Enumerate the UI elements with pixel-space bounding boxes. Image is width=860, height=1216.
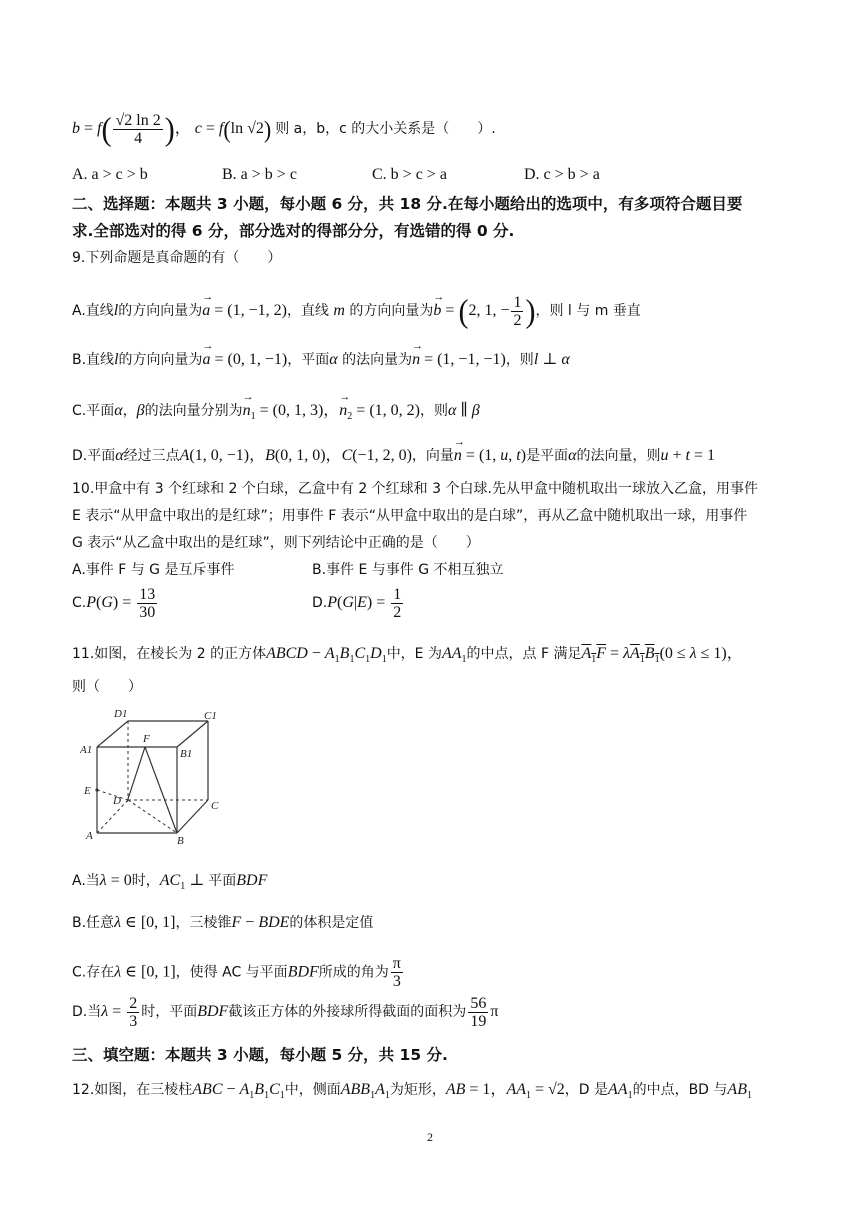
label-b1: B1 <box>180 748 193 760</box>
label-a: A <box>86 830 93 842</box>
q9-option-a: A.直线l的方向向量为→ a = (1, −1, 2)，直线 m 的方向向量为→ b = (2, 1, − $\frac{1}{2}$ )，则 l 与 m 垂直 <box>72 294 641 329</box>
q11-line1: 11.如图，在棱长为 2 的正方体ABCD − $A_1B_1C_1D_1$中，E 为$AA_1$的中点，点 F 满足$A_1F = \lambda A_1B_1(0 \le \lambda \le 1)$， <box>72 645 743 666</box>
q11-option-d: D.当λ = $\frac{2}{3}$ 时，平面BDF截该正方体的外接球所得截面的面积为 $\frac{56}{19}$ π <box>72 995 499 1030</box>
label-d: D <box>113 795 121 807</box>
q10-line1: 10.甲盒中有 3 个红球和 2 个白球，乙盒中有 2 个红球和 3 个白球.先从甲盒中随机取出一球放入乙盒，用事件 <box>72 481 758 497</box>
q9-stem: 9.下列命题是真命题的有（ ） <box>72 250 282 266</box>
q10-option-d: D.P(G|E) = $\frac{1}{2}$ <box>312 586 402 621</box>
q10-option-c: C.P(G) = $\frac{13}{30}$ <box>72 586 156 621</box>
label-d1: D1 <box>114 708 128 720</box>
page-number: 2 <box>427 1130 433 1144</box>
label-b: B <box>177 835 184 845</box>
section2-heading-line1: 二、选择题：本题共 3 小题，每小题 6 分，共 18 分.在每小题给出的选项中，有多项符合题目要 <box>72 195 743 213</box>
label-c1: C1 <box>204 710 217 722</box>
q10-line2: E 表示“从甲盒中取出的是红球”；用事件 F 表示“从甲盒中取出的是白球”，再从乙盒中随机取出一球，用事件 <box>72 508 748 524</box>
q8-option-b: B. a > b > c <box>222 166 297 183</box>
q11-option-a: A.当λ = 0时，$AC_1$ ⊥ 平面BDF <box>72 872 268 893</box>
q11-line2: 则（ ） <box>72 679 142 695</box>
q8-option-c: C. b > c > a <box>372 166 447 183</box>
q10-option-a: A.事件 F 与 G 是互斥事件 <box>72 562 235 578</box>
label-a1: A1 <box>80 744 93 756</box>
q10-line3: G 表示“从乙盒中取出的是红球”，则下列结论中正确的是（ ） <box>72 535 480 551</box>
q9-option-b: B.直线l的方向向量为→ a = (0, 1, −1)，平面α 的法向量为→ n = (1, −1, −1)，则l ⊥ α <box>72 349 570 369</box>
q8-option-a: A. a > c > b <box>72 166 148 183</box>
q8-formula-line: b = f( $\frac{√2 \ln 2}{4}$ )， c = f(ln √2) 则 a，b，c 的大小关系是（ ）. <box>72 110 496 148</box>
label-e: E <box>84 785 91 797</box>
section3-heading: 三、填空题：本题共 3 小题，每小题 5 分，共 15 分. <box>72 1046 448 1064</box>
q11-option-c: C.存在λ ∈ [0, 1]，使得 AC 与平面BDF所成的角为 $\frac{\pi}{3}$ <box>72 955 401 990</box>
q9-option-d: D.平面α经过三点A(1, 0, −1)，B(0, 1, 0)，C(−1, 2, 0)，向量→ n = (1, u, t)是平面α的法向量，则u + t = 1 <box>72 442 715 465</box>
label-f: F <box>143 733 150 745</box>
q11-option-b: B.任意λ ∈ [0, 1]，三棱锥F − BDE的体积是定值 <box>72 914 374 931</box>
q10-option-b: B.事件 E 与事件 G 不相互独立 <box>312 562 504 578</box>
section2-heading-line2: 求.全部选对的得 6 分，部分选对的得部分分，有选错的得 0 分. <box>72 222 515 240</box>
q8-stem-tail: 则 a，b，c 的大小关系是（ ）. <box>275 121 496 138</box>
q8-option-d: D. c > b > a <box>524 166 600 183</box>
q12-line1: 12.如图，在三棱柱ABC − $A_1B_1C_1$中，侧面$ABB_1A_1$为矩形，AB = 1，$AA_1 = √2$，D 是$AA_1$的中点，BD 与$AB_1$ <box>72 1081 752 1102</box>
label-c: C <box>211 800 219 812</box>
q11-cube-figure <box>80 705 225 845</box>
q9-option-c: C.平面α，β的法向量分别为→ $n_1 = (0$, 1, 3)，→ $n_2 = (1$, 0, 2)，则α ∥ β <box>72 397 480 422</box>
